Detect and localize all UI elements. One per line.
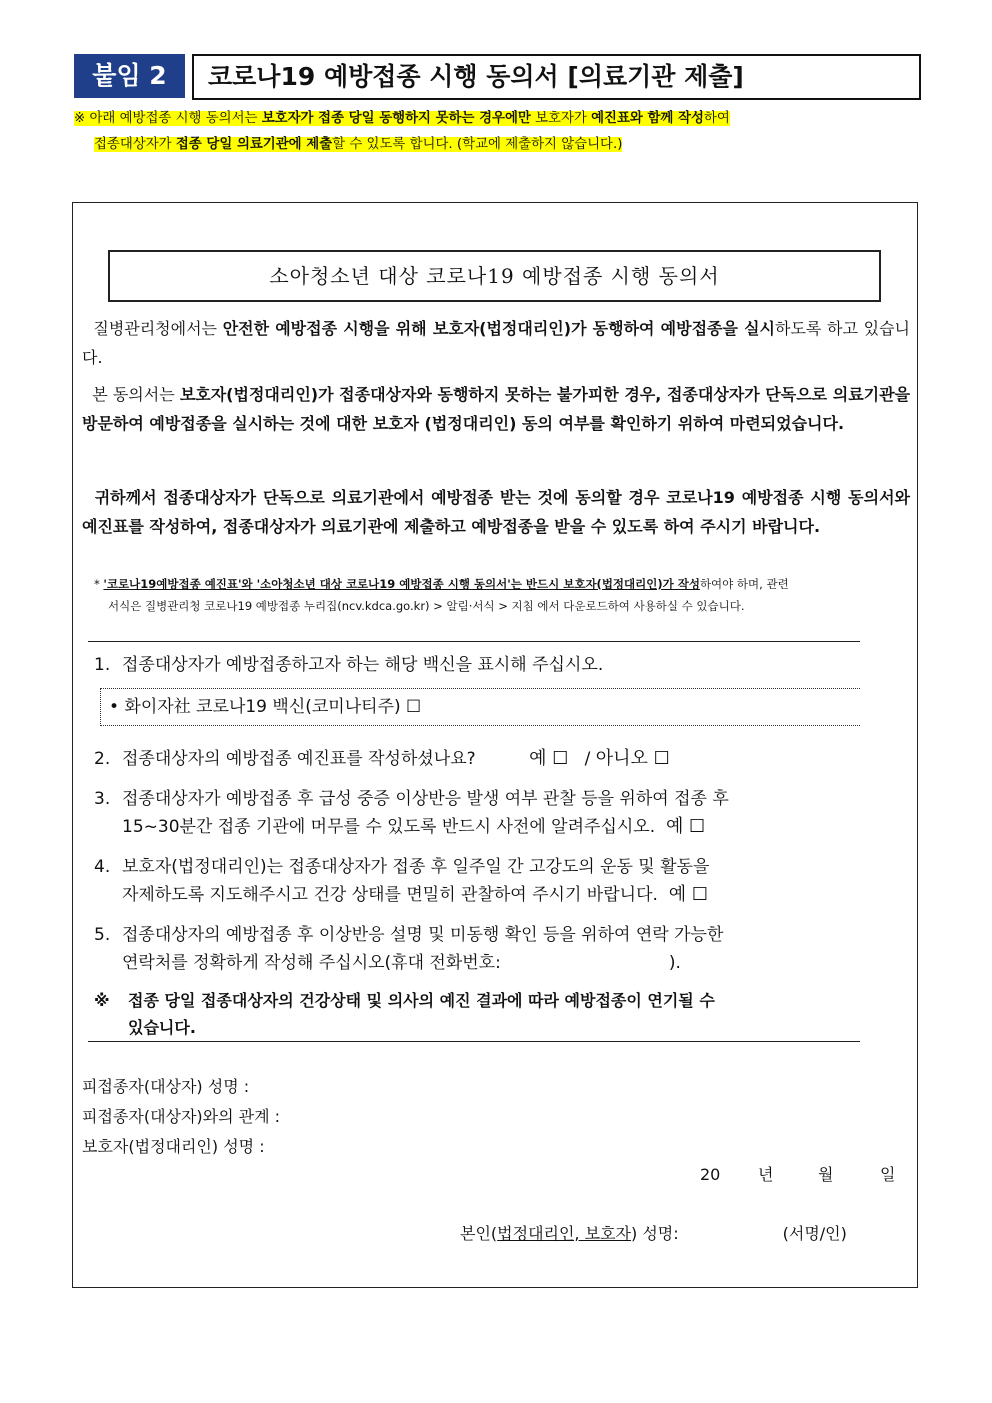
footnote-text: 하여야 하며, 관련 <box>699 577 789 591</box>
question-text: 접종대상자의 예방접종 예진표를 작성하셨나요? <box>122 749 476 769</box>
intro-paragraph-2 <box>82 380 910 438</box>
question-number: 4. <box>94 857 111 877</box>
yes-checkbox[interactable]: 예 ☐ <box>665 816 706 837</box>
para-bold: 보호자(법정대리인)가 접종대상자와 동행하지 못하는 불가피한 경우, 접종대상자가 단독으로 의료기관을 방문하여 예방접종을 실시하는 것에 대한 보호자 (법정대리인) 동의 여부를 확인하기 위하여 마련되었습니다. <box>82 385 911 433</box>
question-text: 연락처를 정확하게 작성해 주십시오(휴대 전화번호: <box>122 953 501 973</box>
question-text: 접종대상자가 예방접종하고자 하는 해당 백신을 표시해 주십시오. <box>122 655 604 675</box>
divider <box>88 641 860 642</box>
notice-bold: 예진표와 함께 작성 <box>591 111 704 126</box>
guardian-name-field[interactable]: 보호자(법정대리인) 성명 : <box>82 1137 265 1156</box>
divider <box>88 1041 860 1042</box>
notice-text: 접종대상자가 <box>94 137 176 152</box>
yes-checkbox[interactable]: 예 ☐ <box>668 884 708 905</box>
warning-text: 있습니다. <box>128 1018 196 1037</box>
footnote-bold: '코로나19예방접종 예진표'와 '소아청소년 대상 코로나19 예방접종 시행 동의서'는 반드시 보호자(법정대리인)가 작성 <box>103 577 700 591</box>
recipient-relation-field[interactable]: 피접종자(대상자)와의 관계 : <box>82 1107 281 1126</box>
attachment-tag: 붙임 2 <box>74 54 185 98</box>
vaccine-option-checkbox[interactable]: • 화이자社 코로나19 백신(코미나티주) ☐ <box>100 688 860 726</box>
para-text: 본 동의서는 <box>92 385 180 404</box>
warning-text: 접종 당일 접종대상자의 건강상태 및 의사의 예진 결과에 따라 예방접종이 연기될 수 <box>128 991 715 1010</box>
notice <box>74 106 924 158</box>
para-text: 질병관리청에서는 <box>93 319 223 338</box>
date-field[interactable] <box>700 1161 912 1189</box>
para-bold: 귀하께서 접종대상자가 단독으로 의료기관에서 예방접종 받는 것에 동의할 경우 코로나19 예방접종 시행 동의서와 예진표를 작성하여, 접종대상자가 의료기관에 제출하고 예방접종을 받을 수 있도록 하여 주시기 바랍니다. <box>82 488 911 536</box>
no-checkbox[interactable]: 아니오 ☐ <box>595 748 670 769</box>
question-text: 15~30분간 접종 기관에 머무를 수 있도록 반드시 사전에 알려주십시오. <box>122 817 656 837</box>
question-text: 접종대상자의 예방접종 후 이상반응 설명 및 미동행 확인 등을 위하여 연락 가능한 <box>122 925 724 945</box>
recipient-name-field[interactable]: 피접종자(대상자) 성명 : <box>82 1077 250 1096</box>
notice-line-1 <box>74 106 924 132</box>
yes-checkbox[interactable]: 예 ☐ <box>529 748 569 769</box>
sign-who: 법정대리인, 보호자 <box>497 1224 631 1243</box>
sign-mark: (서명/인) <box>782 1224 847 1243</box>
question-4 <box>94 853 864 909</box>
notice-text: 보호자가 <box>530 111 592 126</box>
question-number: 1. <box>94 655 111 675</box>
notice-line-2 <box>74 132 924 158</box>
notice-bold: 보호자가 접종 당일 동행하지 못하는 경우에만 <box>261 111 531 126</box>
signature-line[interactable] <box>460 1220 912 1248</box>
notice-text: 하여 <box>703 111 730 126</box>
question-text: ). <box>668 953 681 973</box>
footnote-line-2: 서식은 질병관리청 코로나19 예방접종 누리집(ncv.kdca.go.kr) > 알림·서식 > 지침 에서 다운로드하여 사용하실 수 있습니다. <box>108 599 745 613</box>
warning-note <box>94 987 854 1041</box>
year-prefix: 20 <box>700 1165 721 1184</box>
question-number: 2. <box>94 749 111 769</box>
form-title: 소아청소년 대상 코로나19 예방접종 시행 동의서 <box>108 250 881 302</box>
footnote-mark: * <box>94 577 104 591</box>
question-3 <box>94 785 864 841</box>
question-number: 5. <box>94 925 111 945</box>
question-text: 접종대상자가 예방접종 후 급성 중증 이상반응 발생 여부 관찰 등을 위하여 접종 후 <box>122 789 729 809</box>
question-1 <box>94 651 864 679</box>
notice-bold: 접종 당일 의료기관에 제출 <box>175 137 333 152</box>
footnote-line-1 <box>94 573 914 595</box>
footnote <box>94 573 914 617</box>
month-unit: 월 <box>818 1165 834 1184</box>
year-unit: 년 <box>758 1165 774 1184</box>
question-text: 보호자(법정대리인)는 접종대상자가 접종 후 일주일 간 고강도의 운동 및 활동을 <box>122 857 710 877</box>
separator: / <box>584 749 591 769</box>
intro-paragraph-3 <box>82 483 910 541</box>
sign-prefix: 본인( <box>460 1224 498 1243</box>
question-text: 자제하도록 지도해주시고 건강 상태를 면밀히 관찰하여 주시기 바랍니다. <box>122 885 658 905</box>
question-2 <box>94 745 864 773</box>
para-bold: 안전한 예방접종 시행을 위해 보호자(법정대리인)가 동행하여 예방접종을 실시 <box>222 319 776 338</box>
notice-text: ※ 아래 예방접종 시행 동의서는 <box>74 111 262 126</box>
para-text: 하도록 하고 있습니다. <box>82 319 911 367</box>
question-number: 3. <box>94 789 111 809</box>
question-5 <box>94 921 864 977</box>
intro-paragraph-1 <box>82 314 910 372</box>
notice-text: 할 수 있도록 합니다. (학교에 제출하지 않습니다.) <box>332 137 623 152</box>
day-unit: 일 <box>880 1165 896 1184</box>
warning-mark: ※ <box>94 991 110 1010</box>
page-title: 코로나19 예방접종 시행 동의서 [의료기관 제출] <box>192 54 921 100</box>
sign-suffix: ) 성명: <box>630 1224 679 1243</box>
